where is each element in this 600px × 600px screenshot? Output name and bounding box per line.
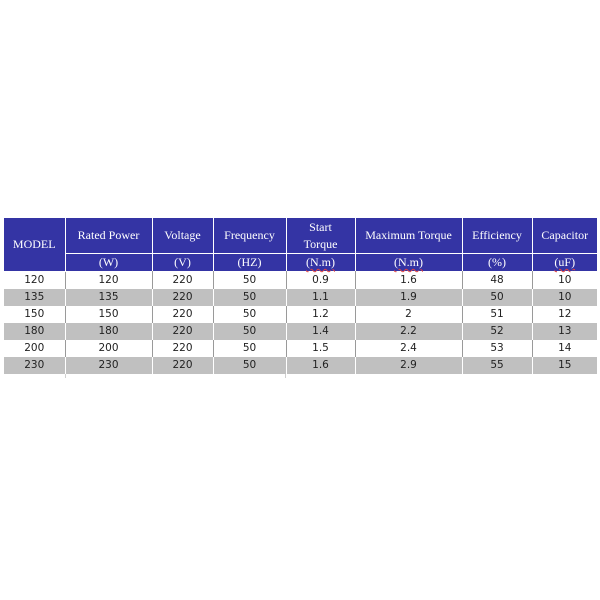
value-cell: 1.9 <box>355 289 462 306</box>
value-cell: 51 <box>462 306 532 323</box>
header-voltage: Voltage <box>152 218 213 254</box>
value-cell: 0.9 <box>286 271 355 289</box>
table-bottom-edge <box>4 374 597 378</box>
value-cell: 50 <box>213 357 286 374</box>
model-cell: 150 <box>4 306 65 323</box>
unit-frequency: (HZ) <box>213 254 286 272</box>
value-cell: 55 <box>462 357 532 374</box>
unit-rated-power: (W) <box>65 254 152 272</box>
value-cell: 13 <box>532 323 597 340</box>
header-row-names <box>4 218 597 254</box>
value-cell: 50 <box>213 271 286 289</box>
table-row <box>4 271 597 289</box>
value-cell: 220 <box>152 340 213 357</box>
unit-capacitor: (uF) <box>532 254 597 272</box>
model-header: MODEL <box>4 218 65 271</box>
model-cell: 230 <box>4 357 65 374</box>
value-cell: 10 <box>532 271 597 289</box>
value-cell: 48 <box>462 271 532 289</box>
value-cell: 50 <box>213 323 286 340</box>
value-cell: 1.1 <box>286 289 355 306</box>
value-cell: 2.2 <box>355 323 462 340</box>
column-divider-tick <box>65 374 66 378</box>
unit-maximum-torque: (N.m) <box>355 254 462 272</box>
value-cell: 1.2 <box>286 306 355 323</box>
value-cell: 53 <box>462 340 532 357</box>
value-cell: 220 <box>152 271 213 289</box>
value-cell: 135 <box>65 289 152 306</box>
header-row-units <box>4 254 597 272</box>
header-capacitor: Capacitor <box>532 218 597 254</box>
unit-start-torque: (N.m) <box>286 254 355 272</box>
value-cell: 52 <box>462 323 532 340</box>
unit-voltage: (V) <box>152 254 213 272</box>
value-cell: 220 <box>152 323 213 340</box>
value-cell: 14 <box>532 340 597 357</box>
column-divider-tick <box>285 374 286 378</box>
table-row <box>4 357 597 374</box>
value-cell: 220 <box>152 289 213 306</box>
header-maximum-torque: Maximum Torque <box>355 218 462 254</box>
header-frequency: Frequency <box>213 218 286 254</box>
value-cell: 2.9 <box>355 357 462 374</box>
table-row <box>4 289 597 306</box>
value-cell: 12 <box>532 306 597 323</box>
value-cell: 2.4 <box>355 340 462 357</box>
value-cell: 2 <box>355 306 462 323</box>
table-body <box>4 271 597 374</box>
value-cell: 220 <box>152 357 213 374</box>
value-cell: 1.6 <box>355 271 462 289</box>
table-row <box>4 340 597 357</box>
header-efficiency: Efficiency <box>462 218 532 254</box>
model-cell: 200 <box>4 340 65 357</box>
value-cell: 200 <box>65 340 152 357</box>
header-rated-power: Rated Power <box>65 218 152 254</box>
value-cell: 10 <box>532 289 597 306</box>
model-cell: 180 <box>4 323 65 340</box>
value-cell: 180 <box>65 323 152 340</box>
motor-spec-table <box>4 218 597 374</box>
value-cell: 1.6 <box>286 357 355 374</box>
value-cell: 50 <box>213 340 286 357</box>
value-cell: 1.5 <box>286 340 355 357</box>
value-cell: 120 <box>65 271 152 289</box>
header-start-torque <box>286 218 355 254</box>
table-row <box>4 306 597 323</box>
model-cell: 135 <box>4 289 65 306</box>
start-torque-label: Start Torque <box>303 219 338 251</box>
spec-table-container <box>4 218 597 378</box>
value-cell: 230 <box>65 357 152 374</box>
value-cell: 220 <box>152 306 213 323</box>
value-cell: 50 <box>213 306 286 323</box>
value-cell: 150 <box>65 306 152 323</box>
model-cell: 120 <box>4 271 65 289</box>
value-cell: 50 <box>462 289 532 306</box>
value-cell: 15 <box>532 357 597 374</box>
value-cell: 1.4 <box>286 323 355 340</box>
value-cell: 50 <box>213 289 286 306</box>
table-row <box>4 323 597 340</box>
unit-efficiency: (%) <box>462 254 532 272</box>
